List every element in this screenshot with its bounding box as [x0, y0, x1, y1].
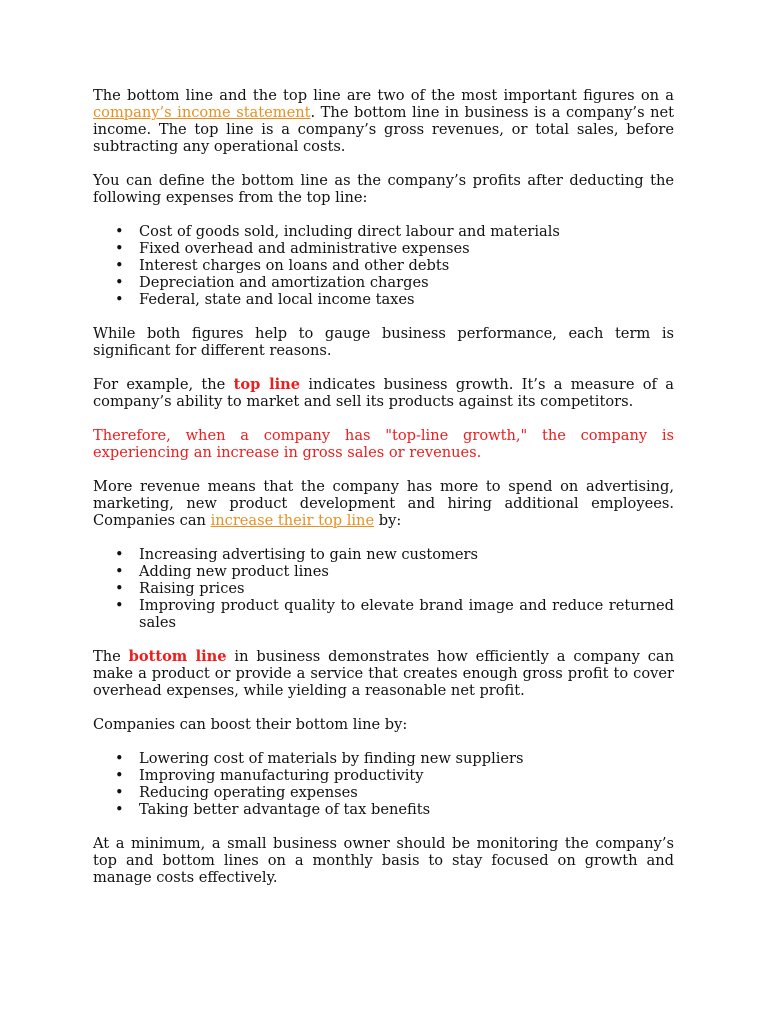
revenue-text-post: by:: [374, 512, 402, 529]
revenue-text-pre: More revenue means that the company has more to spend on advertising, marketing, new product development and hiring additional employees. Companies can: [93, 478, 674, 529]
revenue-paragraph: [93, 478, 674, 529]
bottom-text-post: in business demonstrates how efficiently a company can make a product or provide a service that creates enough gross profit to cover overhead expenses, while yielding a reasonable net profit.: [93, 648, 674, 699]
define-paragraph: You can define the bottom line as the company’s profits after deducting the following expenses from the top line:: [93, 172, 674, 206]
income-statement-link[interactable]: company’s income statement: [93, 104, 311, 121]
bottom-line-ways-list: [93, 750, 674, 818]
document-body: [93, 87, 674, 903]
example-text-post: indicates business growth. It’s a measure of a company’s ability to market and sell its products against its competitors.: [93, 376, 674, 410]
list-item: • Adding new product lines: [139, 563, 674, 580]
list-item: • Improving product quality to elevate brand image and reduce returned sales: [139, 597, 674, 631]
list-item: • Reducing operating expenses: [139, 784, 674, 801]
therefore-paragraph: Therefore, when a company has "top-line growth," the company is experiencing an increase in gross sales or revenues.: [93, 427, 674, 461]
list-item: • Interest charges on loans and other debts: [139, 257, 674, 274]
top-line-highlight: top line: [233, 376, 301, 393]
list-item: • Raising prices: [139, 580, 674, 597]
list-item: • Depreciation and amortization charges: [139, 274, 674, 291]
intro-text-post: . The bottom line in business is a company’s net income. The top line is a company’s gross revenues, or total sales, before subtracting any operational costs.: [93, 104, 675, 155]
conclusion-paragraph: At a minimum, a small business owner should be monitoring the company’s top and bottom lines on a monthly basis to stay focused on growth and manage costs effectively.: [93, 835, 674, 886]
increase-top-line-link[interactable]: increase their top line: [210, 512, 375, 529]
intro-paragraph: [93, 87, 674, 155]
gauge-paragraph: While both figures help to gauge business performance, each term is significant for different reasons.: [93, 325, 674, 359]
list-item: • Improving manufacturing productivity: [139, 767, 674, 784]
bottom-line-paragraph: [93, 648, 674, 699]
bottom-line-highlight: bottom line: [128, 648, 227, 665]
bottom-text-pre: The: [93, 648, 129, 665]
top-line-ways-list: [93, 546, 674, 631]
example-text-pre: For example, the: [93, 376, 234, 393]
list-item: • Lowering cost of materials by finding new suppliers: [139, 750, 674, 767]
list-item: • Taking better advantage of tax benefits: [139, 801, 674, 818]
list-item: • Increasing advertising to gain new customers: [139, 546, 674, 563]
list-item: • Fixed overhead and administrative expenses: [139, 240, 674, 257]
expenses-list: [93, 223, 674, 308]
example-paragraph: [93, 376, 674, 410]
intro-text-pre: The bottom line and the top line are two of the most important figures on a: [93, 87, 674, 104]
boost-paragraph: Companies can boost their bottom line by:: [93, 716, 408, 733]
list-item: • Federal, state and local income taxes: [139, 291, 674, 308]
list-item: • Cost of goods sold, including direct labour and materials: [139, 223, 674, 240]
